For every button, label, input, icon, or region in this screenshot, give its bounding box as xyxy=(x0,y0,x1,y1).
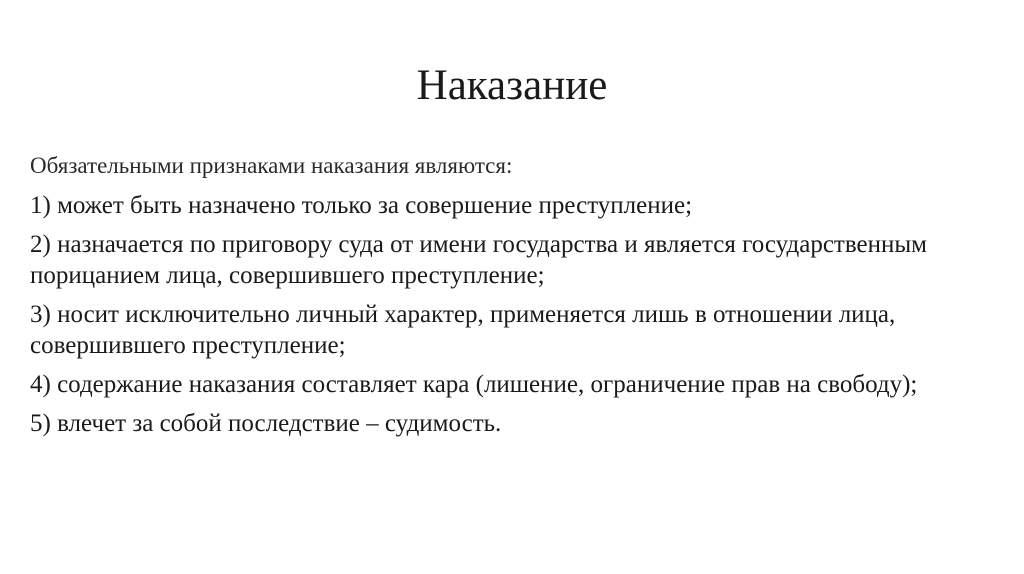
slide-body xyxy=(30,152,930,447)
list-item-3: 3) носит исключительно личный характер, применяется лишь в отношении лица, совершившего преступление; xyxy=(30,301,896,359)
list-item-5: 5) влечет за собой последствие – судимость. xyxy=(30,410,502,437)
list-item-1: 1) может быть назначено только за совершение преступление; xyxy=(30,192,693,219)
list-item-2: 2) назначается по приговору суда от имени государства и является государственным порицанием лица, совершившего преступление; xyxy=(30,231,927,289)
intro-text: Обязательными признаками наказания являются: xyxy=(30,153,513,178)
slide-title: Наказание xyxy=(416,62,608,109)
list-item-4: 4) содержание наказания составляет кара (лишение, ограничение прав на свободу); xyxy=(30,371,918,398)
